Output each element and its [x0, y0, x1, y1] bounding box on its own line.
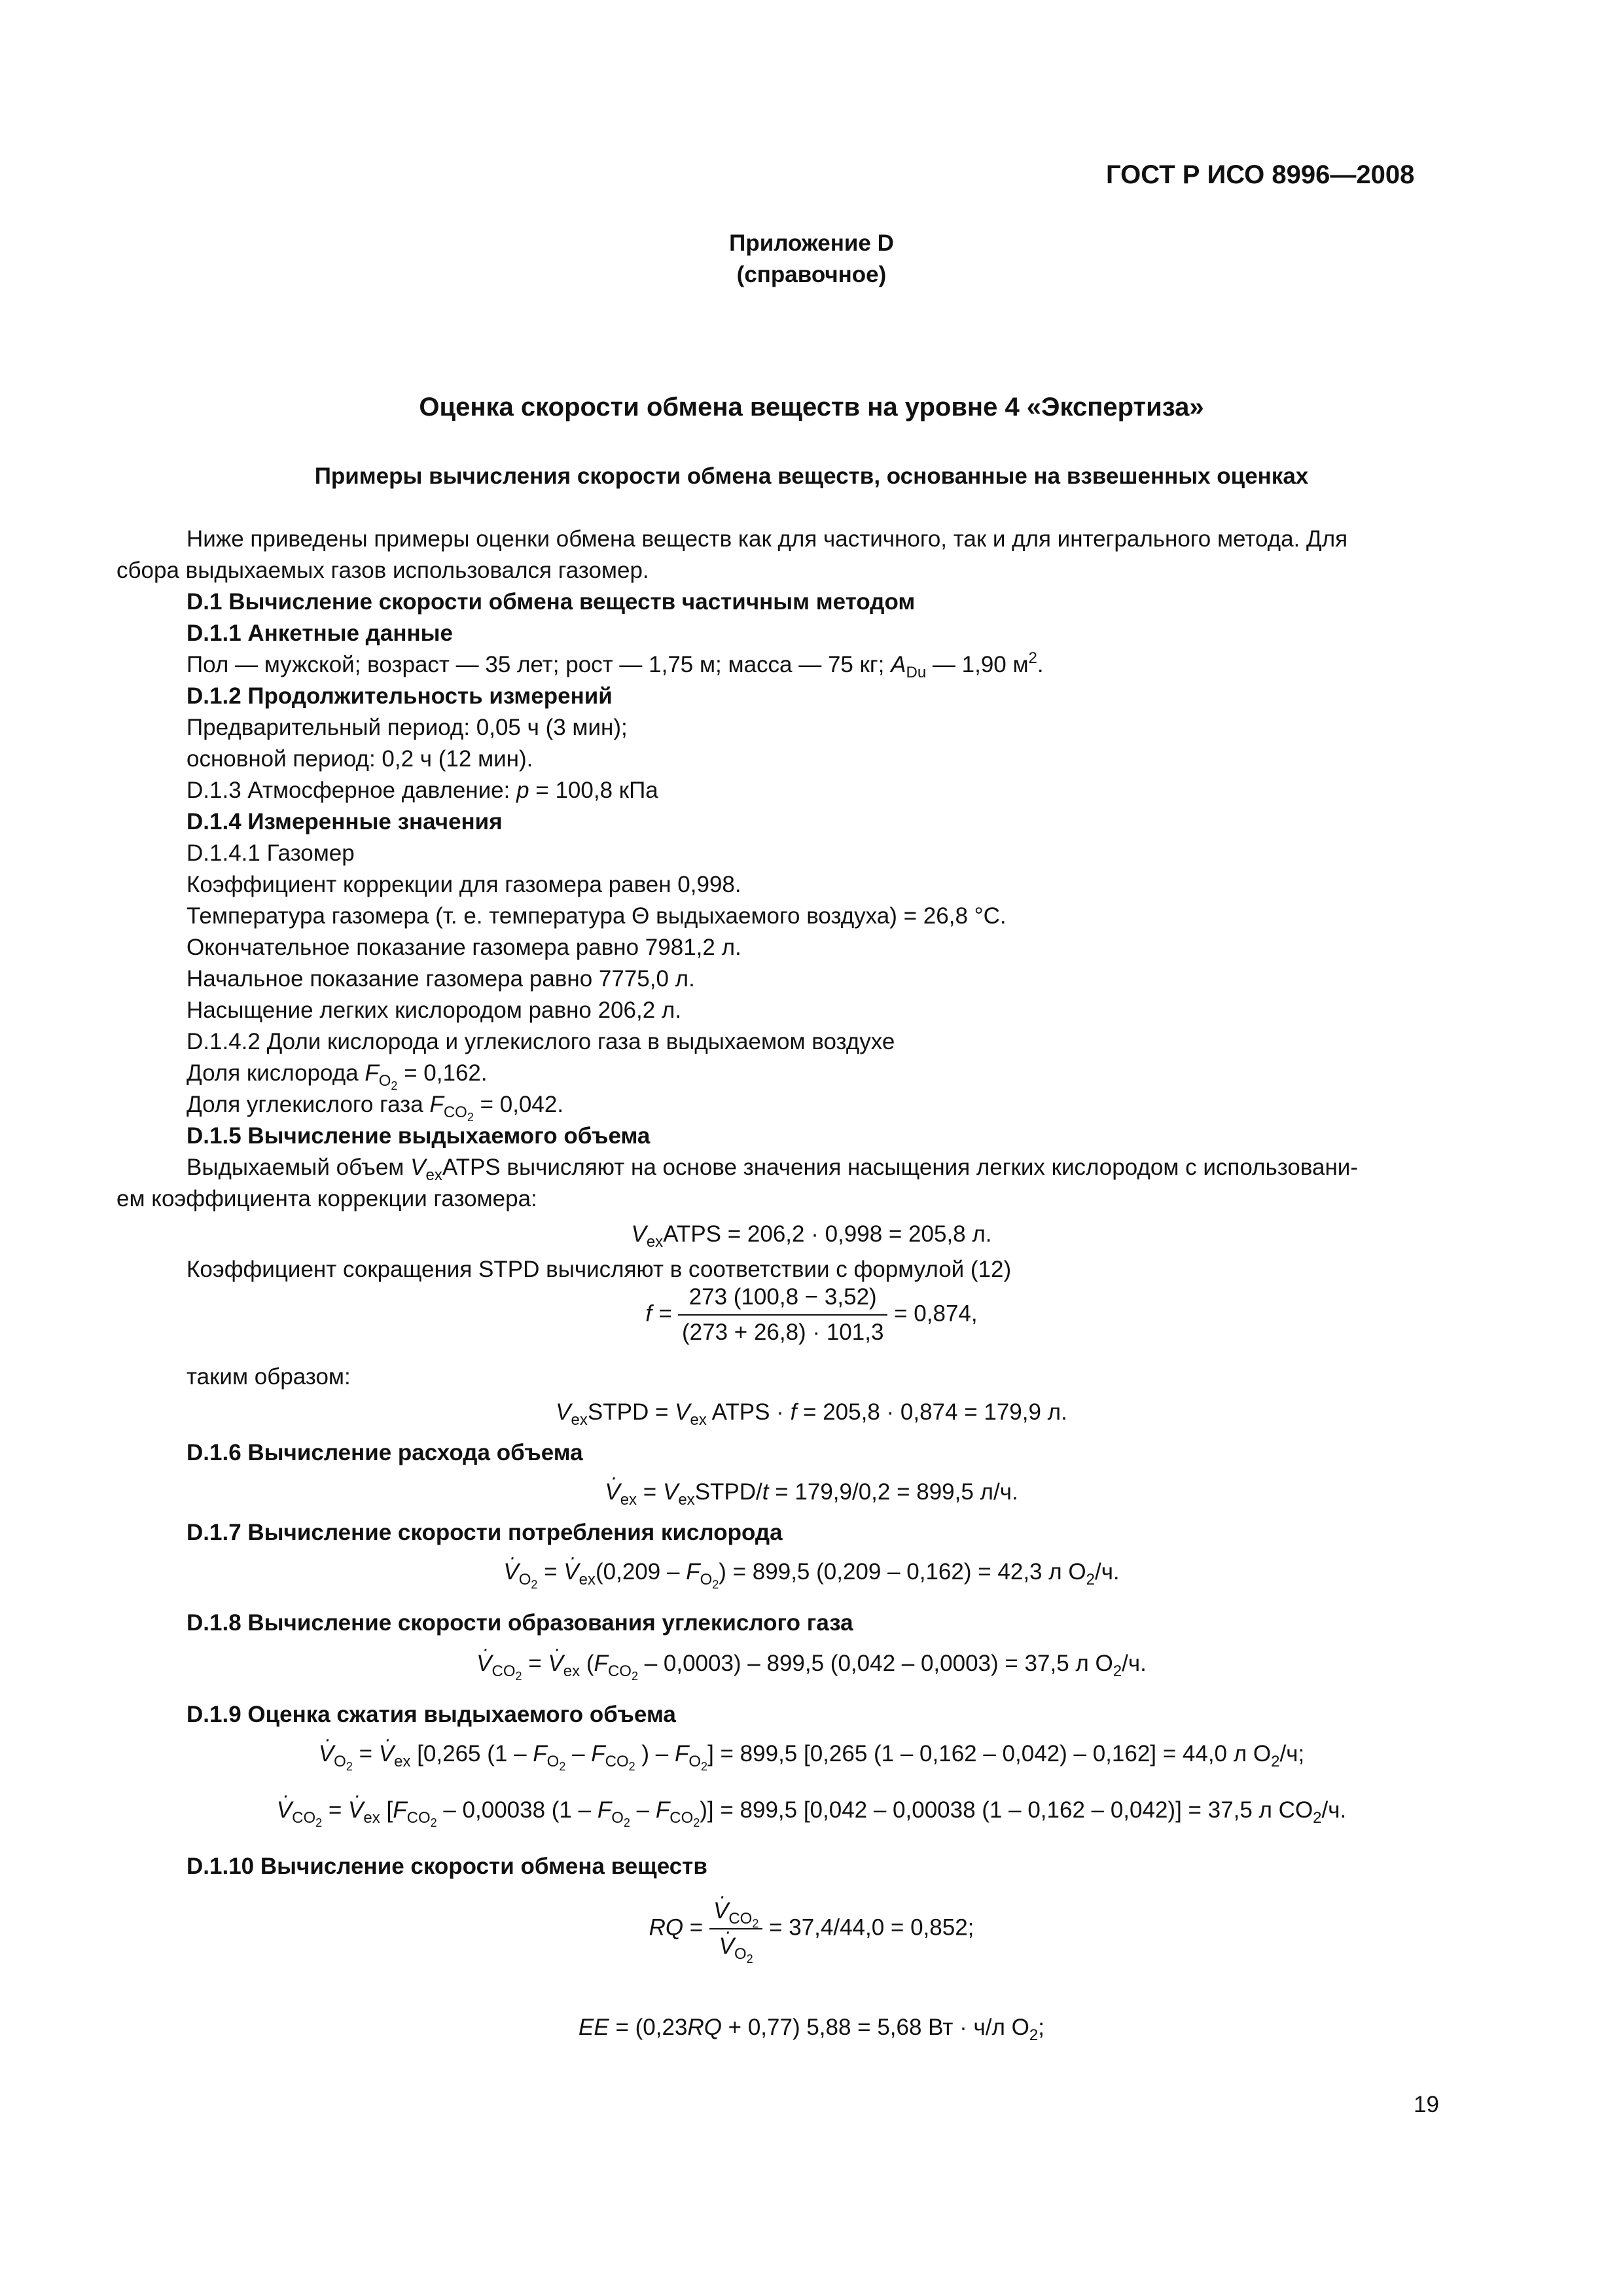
section-d14-heading: D.1.4 Измеренные значения [187, 809, 503, 834]
appendix-title: Приложение D [729, 230, 894, 256]
lung-saturation: Насыщение легких кислородом равно 206,2 л. [187, 997, 682, 1023]
exhaled-volume-text-1: Выдыхаемый объем $V_{ex}ATPS$ вычисляют на основе значения насыщения легких кислородом с использовани- [187, 1155, 1359, 1184]
equation-co2-compression: · $V_{CO_2}$ = · $V_{ex}$ [$F_{CO_2} - 0,00038$ $(1 - F_{O_2} - F_{CO_2})] = 899,5$ [0,042 – 0,00038 (1 – 0,162 – 0,042)] = 37,5 л $CO_2/ч$. [0, 1795, 1623, 1826]
section-d1-heading: D.1 Вычисление скорости обмена веществ частичным методом [187, 589, 916, 615]
section-d15-heading: D.1.5 Вычисление выдыхаемого объема [187, 1123, 651, 1149]
equation-co2-production: · $V_{CO_2}$ = · $V_{ex}$ $(F_{CO_2} - 0,0003) - 899,5$ (0,042 – 0,0003) = 37,5 л $О_2/ч$. [0, 1648, 1623, 1679]
correction-factor: Коэффициент коррекции для газомера равен 0,998. [187, 872, 741, 897]
section-d12-heading: D.1.2 Продолжительность измерений [187, 683, 613, 709]
thus-text: таким образом: [187, 1364, 351, 1390]
main-period: основной период: 0,2 ч (12 мин). [187, 746, 533, 772]
initial-reading: Начальное показание газомера равно 7775,0 л. [187, 966, 695, 992]
exhaled-volume-text-2: ем коэффициента коррекции газомера: [116, 1186, 537, 1211]
personal-data: Пол — мужской; возраст — 35 лет; рост — 1,75 м; масса — 75 кг; $A_{Du}$ — 1,90 $м^2$. [187, 649, 1044, 681]
standard-code: ГОСТ Р ИСО 8996—2008 [1106, 160, 1415, 189]
document-subtitle: Примеры вычисления скорости обмена веществ, основанные на взвешенных оценках [314, 463, 1309, 489]
section-d17-heading: D.1.7 Вычисление скорости потребления кислорода [187, 1520, 783, 1545]
intro-line-1: Ниже приведены примеры оценки обмена веществ как для частичного, так и для интегрального метода. Для [187, 526, 1348, 552]
equation-flow-rate: · $V_{ex}$ = $V_{ex}STPD/t = 179,9/0,2 = 899,5$ л/ч. [0, 1477, 1623, 1508]
section-d18-heading: D.1.8 Вычисление скорости образования углекислого газа [187, 1610, 853, 1636]
equation-energy-equivalent: EE = (0,23RQ + 0,77) 5,88 = 5,68 Вт · ч/л $О_2$; [579, 2015, 1044, 2044]
section-d16-heading: D.1.6 Вычисление расхода объема [187, 1440, 583, 1465]
section-d11-heading: D.1.1 Анкетные данные [187, 620, 453, 646]
page-number: 19 [1414, 2092, 1439, 2117]
equation-o2-compression: · $V_{O_2}$ = · $V_{ex}$ [0,265 ($1 - F_{O_2} - F_{CO_2}$ ) – $F_{O_2}] = 899,5$ [0,265 (1 – 0,162 – 0,042) – 0,162] = 44,0 л $О_2/ч$; [0, 1738, 1623, 1770]
equation-respiratory-quotient: RQ = · $V_{CO_2}$ · $V_{O_2}$ = 37,4/44,0 = 0,852; [0, 1895, 1623, 1962]
preliminary-period: Предварительный период: 0,05 ч (3 мин); [187, 715, 628, 740]
intro-line-2: сбора выдыхаемых газов использовался газомер. [116, 558, 649, 583]
equation-stpd-factor: f = $\frac{273 (100,8 - 3,52)}{(273 + 26,8) \cdot 101,3}$ = 0,874, [0, 1282, 1623, 1348]
section-d19-heading: D.1.9 Оценка сжатия выдыхаемого объема [187, 1702, 676, 1727]
document-title: Оценка скорости обмена веществ на уровне 4 «Экспертиза» [419, 393, 1204, 422]
appendix-type: (справочное) [736, 262, 887, 287]
equation-vex-stpd: $V_{ex}STPD = V_{ex}$ ATPS · f = 205,8 · 0,874 = 179,9 л. [556, 1399, 1067, 1429]
stpd-fraction: $\frac{273 (100,8 - 3,52)}{(273 + 26,8) \cdot 101,3}$ [678, 1282, 887, 1348]
final-reading: Окончательное показание газомера равно 7981,2 л. [187, 935, 741, 960]
gasmeter-temperature: Температура газомера (т. е. температура Θ выдыхаемого воздуха) = 26,8 °С. [187, 903, 1007, 929]
section-d141-heading: D.1.4.1 Газомер [187, 840, 355, 866]
atmospheric-pressure: D.1.3 Атмосферное давление: p = 100,8 кПа [187, 778, 658, 803]
section-d110-heading: D.1.10 Вычисление скорости обмена веществ [187, 1854, 707, 1879]
oxygen-fraction: Доля кислорода $F_{O_2} = 0,162$. [187, 1060, 488, 1092]
equation-oxygen-consumption: · $V_{O_2}$ = · $V_{ex}(0,209 - F_{O_2}) = 899,5$ (0,209 – 0,162) = 42,3 л $О_2/ч$. [0, 1556, 1623, 1588]
stpd-text: Коэффициент сокращения STPD вычисляют в соответствии с формулой (12) [187, 1257, 1012, 1282]
section-d142-heading: D.1.4.2 Доли кислорода и углекислого газа в выдыхаемом воздухе [187, 1029, 895, 1054]
co2-fraction: Доля углекислого газа $F_{CO_2} = 0,042$. [187, 1092, 564, 1124]
rq-fraction: · $V_{CO_2}$ · $V_{O_2}$ [709, 1895, 762, 1962]
equation-vex-atps: $V_{ex}ATPS = 206,2 \cdot 0,998 = 205,8$ л. [631, 1221, 992, 1251]
